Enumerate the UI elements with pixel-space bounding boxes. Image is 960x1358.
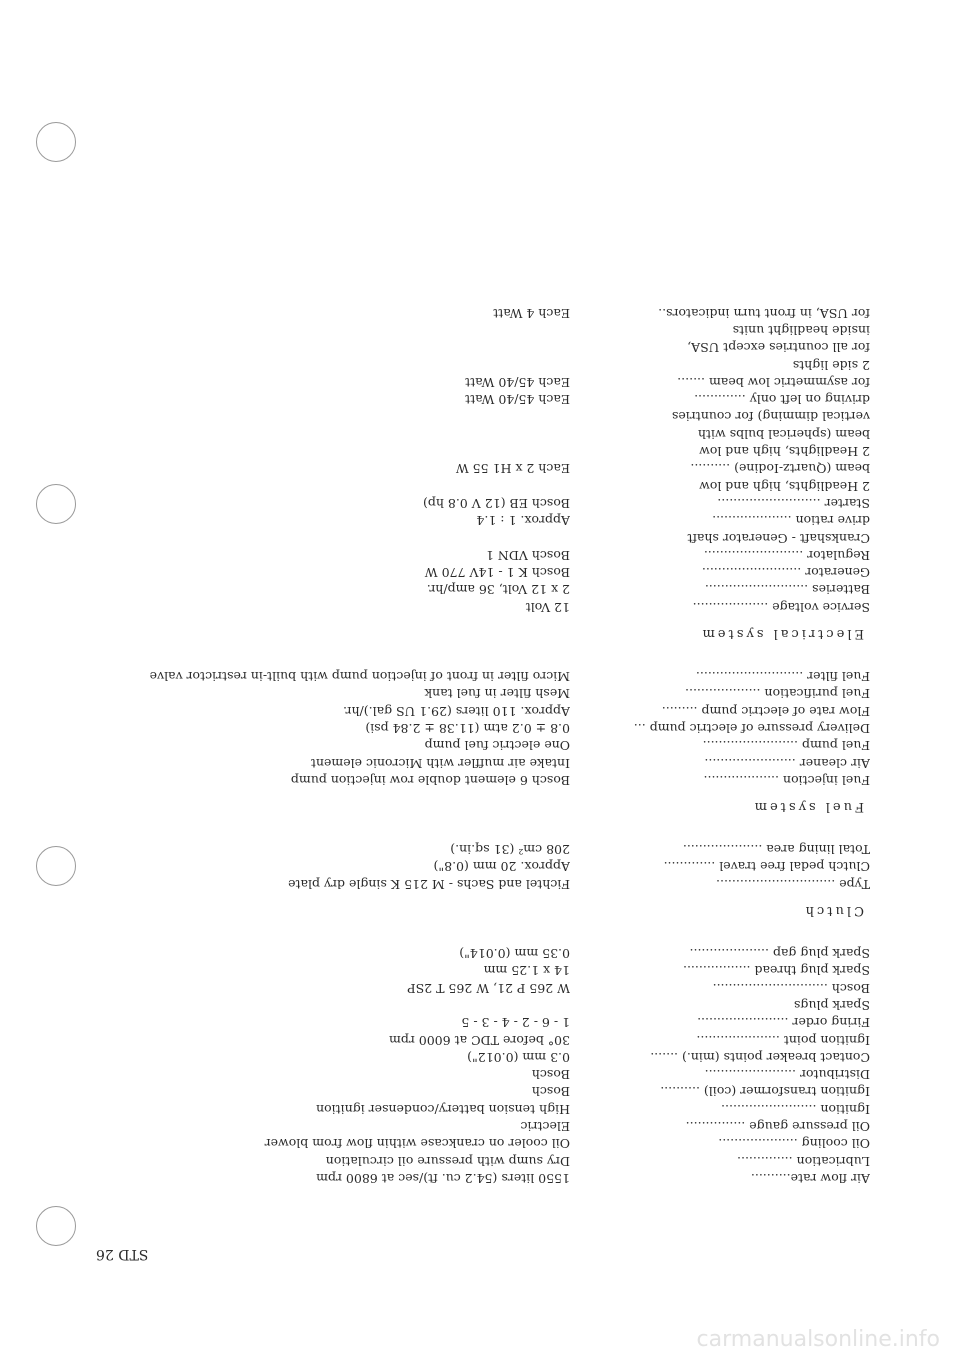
spec-value: Each 4 Watt: [493, 305, 570, 321]
spec-value: 14 x 1.25 mm: [483, 963, 570, 979]
spec-label: Spark plugs: [793, 998, 870, 1013]
spec-label: Delivery pressure of electric pump ...: [633, 721, 870, 736]
spec-label: Contact breaker points (min.) .......: [650, 1049, 870, 1065]
spec-value: Dry sump with pressure oil circulation: [325, 1153, 570, 1169]
spec-value: Approx. 20 mm (0.8"): [433, 859, 570, 875]
spec-value: Bosch: [531, 1067, 570, 1083]
spec-label: for asymmetric low beam .......: [677, 374, 870, 390]
spec-label: Bosch .............................: [712, 980, 870, 996]
spec-label: Oil cooling ....................: [718, 1136, 870, 1152]
spec-label: Regulator .........................: [703, 547, 870, 563]
spec-value: Each 45/40 Watt: [465, 374, 570, 390]
spec-value: 208 cm² (31 sq.in.): [450, 842, 570, 858]
spec-value: Micro filter in front of injection pump with built-in restrictor valve: [149, 669, 570, 685]
spec-value: Oil cooler on crankcase within flow from blower: [264, 1136, 570, 1152]
spec-label: Starter ..........................: [717, 496, 870, 511]
spec-value: High tension battery/condenser ignition: [316, 1101, 570, 1117]
spec-value: 2 x 12 Volt, 36 amp/hr.: [426, 582, 570, 598]
spec-value: Each 45/40 Watt: [465, 392, 570, 408]
spec-value: Approx. 110 liters (29.1 US gal.)/hr.: [342, 703, 570, 719]
spec-label: Spark plug thread .................: [683, 963, 870, 979]
spec-label: Distributor .......................: [704, 1067, 870, 1083]
spec-value: Bosch: [531, 1084, 570, 1100]
spec-value: 1 - 6 - 2 - 4 - 3 - 5: [461, 1015, 570, 1031]
spec-label: inside headlight units: [732, 323, 870, 338]
spec-label: vertical dimming) for countries: [671, 409, 870, 425]
spec-label: Fuel injection ...................: [703, 772, 870, 788]
spec-value: Each 2 x H1 55 W: [455, 461, 570, 477]
spec-label: Total lining area ....................: [682, 842, 870, 858]
spec-value: Mesh filter in fuel tank: [424, 686, 570, 702]
spec-label: 2 side lights: [792, 357, 870, 373]
spec-value: Bosch K 1 - 14V 770 W: [424, 565, 570, 581]
spec-label: Firing order .......................: [697, 1015, 870, 1031]
spec-label: Flow rate of electric pump .........: [661, 703, 870, 719]
spec-label: Service voltage ...................: [692, 599, 870, 615]
spec-value: 12 Volt: [525, 599, 570, 615]
spec-label: beam (Quartz-Iodine) ..........: [690, 461, 870, 477]
spec-label: Batteries ..........................: [704, 582, 870, 598]
spec-label: Lubrication ..............: [737, 1153, 870, 1169]
spec-label: beam (spherical bulbs with: [697, 426, 870, 442]
spec-label: for all countries except USA,: [687, 340, 870, 356]
spec-label: Crankshaft - Generator shaft: [687, 530, 870, 546]
spec-label: 2 Headlights, high and low: [699, 444, 870, 460]
spec-value: Electric: [520, 1119, 570, 1135]
binder-hole-icon: [36, 846, 76, 886]
spec-label: Oil pressure gauge ...............: [685, 1119, 870, 1135]
spec-label: for USA, in front turn indicators..: [658, 305, 870, 321]
spec-value: Bosch 6 element double row injection pump: [290, 772, 570, 788]
spec-value: 0.35 mm (0.014"): [459, 946, 570, 962]
spec-label: Type ..............................: [716, 876, 870, 892]
spec-value: Intake air muffler with Micronic element: [310, 755, 570, 771]
spec-value: 30° before TDC at 6000 rpm: [389, 1032, 570, 1048]
spec-label: driving on left only .............: [694, 392, 870, 408]
section-title: Electrical system: [699, 625, 864, 641]
watermark: carmanualsonline.info: [696, 1327, 940, 1352]
spec-label: Spark plug gap ....................: [689, 946, 870, 962]
spec-label: Ignition point .....................: [696, 1032, 870, 1048]
spec-value: Fichtel and Sachs - M 215 K single dry plate: [288, 876, 570, 892]
binder-hole-icon: [36, 122, 76, 162]
spec-label: Fuel purification ...................: [685, 686, 870, 702]
spec-label: Fuel filter ...........................: [695, 669, 870, 685]
section-title: Clutch: [802, 902, 864, 918]
spec-label: Generator .........................: [701, 565, 870, 581]
spec-label: drive ration ....................: [712, 513, 870, 529]
spec-value: W 265 P 21, W 265 T 2SP: [407, 980, 570, 996]
spec-label: Air flow rate..........: [750, 1171, 870, 1186]
spec-label: Fuel pump ........................: [702, 738, 870, 754]
spec-value: 0.8 ± 0.2 atm (11.38 ± 2.84 psi): [365, 721, 570, 736]
spec-value: 0.3 mm (0.012"): [467, 1049, 570, 1065]
page-code: STD 26: [96, 1246, 149, 1262]
binder-hole-icon: [36, 1206, 76, 1246]
spec-label: Air cleaner .......................: [704, 755, 870, 771]
spec-value: 1550 liters (54.2 cu. ft)/sec at 6800 rpm: [316, 1171, 570, 1186]
binder-hole-icon: [36, 484, 76, 524]
spec-label: 2 Headlights, high and low: [699, 478, 870, 494]
spec-value: Bosch VDN 1: [485, 547, 570, 563]
spec-label: Ignition transformer (coil) ..........: [660, 1084, 870, 1100]
spec-value: Bosch EB (12 V 0.8 hp): [423, 496, 570, 511]
spec-value: One electric fuel pump: [424, 738, 570, 754]
spec-label: Clutch pedal free travel .............: [663, 859, 870, 875]
spec-label: Ignition ........................: [721, 1101, 870, 1117]
section-title: Fuel system: [751, 798, 864, 814]
spec-value: Approx. 1 : 1.4: [476, 513, 570, 529]
